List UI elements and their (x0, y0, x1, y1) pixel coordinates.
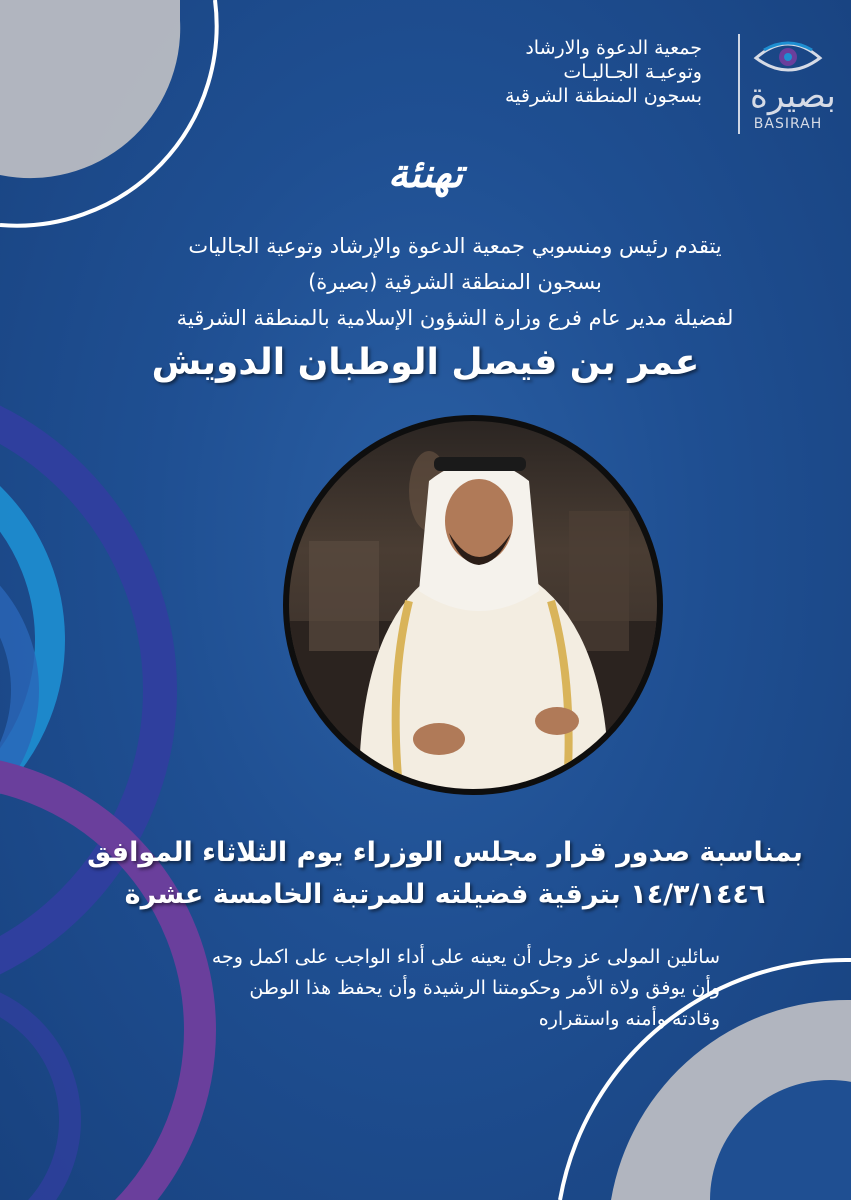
occasion-text (60, 832, 830, 916)
honoree-portrait (283, 415, 663, 795)
intro-line-2: بسجون المنطقة الشرقية (بصيرة) (308, 270, 602, 294)
prayer-line-3: وقادته وأمنه واستقراره (538, 1008, 720, 1030)
organization-name-line-1: جمعية الدعوة والارشاد (525, 37, 702, 59)
occasion-line-1: بمناسبة صدور قرار مجلس الوزراء يوم الثلاثاء الموافق (87, 837, 803, 868)
prayer-line-1: سائلين المولى عز وجل أن يعينه على أداء الواجب على اكمل وجه (211, 946, 720, 968)
organization-logo (480, 32, 836, 142)
logo-arabic-text: بصيرة (750, 76, 836, 116)
intro-line-3: لفضيلة مدير عام فرع وزارة الشؤون الإسلامية بالمنطقة الشرقية (176, 306, 734, 330)
prayer-text (160, 942, 720, 1035)
logo-divider (738, 34, 740, 134)
portrait-illustration (289, 421, 657, 789)
organization-name (505, 36, 702, 108)
logo-english-text: BASIRAH (753, 116, 823, 132)
intro-text (80, 228, 830, 336)
intro-line-1: يتقدم رئيس ومنسوبي جمعية الدعوة والإرشاد وتوعية الجاليات (188, 234, 722, 258)
left-low-ring (0, 990, 70, 1200)
organization-name-line-2: وتوعيـة الجـاليـات (563, 61, 702, 83)
honoree-name: عمر بن فيصل الوطبان الدويش (151, 342, 700, 383)
occasion-line-2: ١٤/٣/١٤٤٦ بترقية فضيلته للمرتبة الخامسة عشرة (124, 879, 766, 910)
organization-name-line-3: بسجون المنطقة الشرقية (504, 85, 702, 107)
prayer-line-2: وأن يوفق ولاة الأمر وحكومتنا الرشيدة وأن يحفظ هذا الوطن (249, 977, 720, 999)
poster-title: تهنئة (387, 150, 464, 197)
